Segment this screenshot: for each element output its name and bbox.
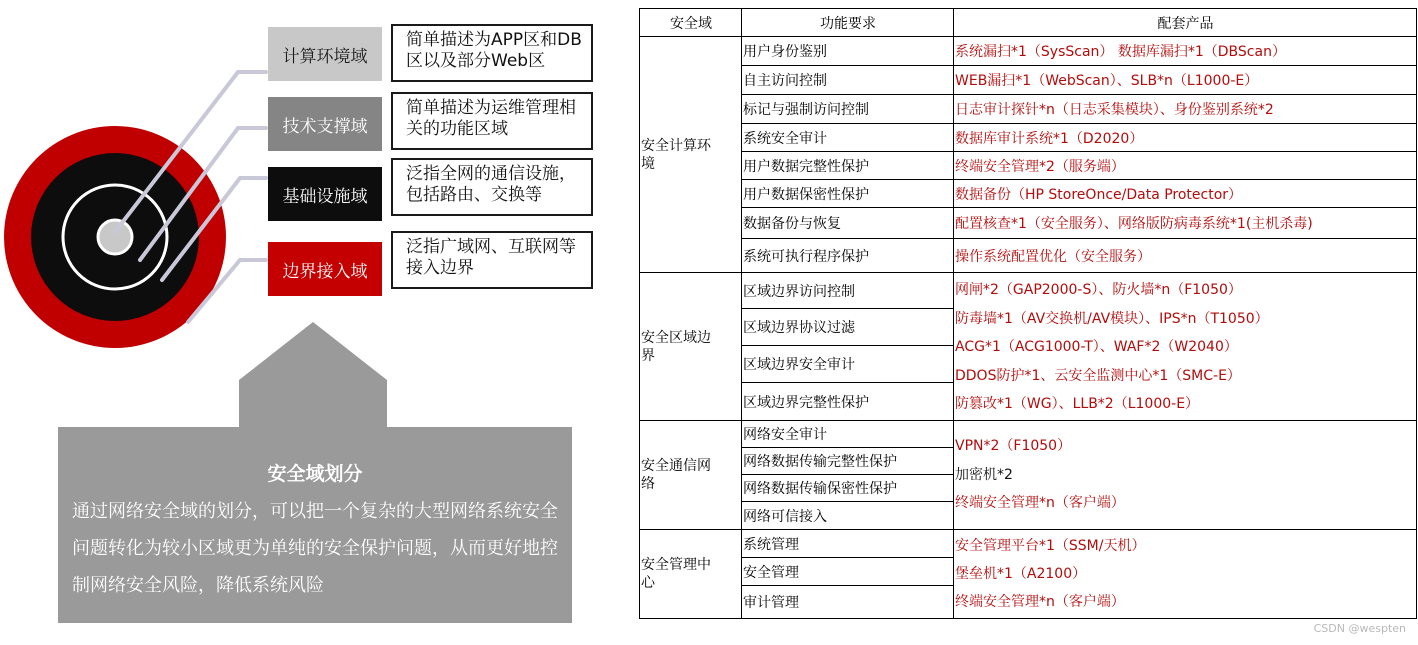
header-function: 功能要求 — [742, 9, 954, 37]
domain-infrastructure-label: 基础设施域 — [268, 167, 382, 221]
callout-roof — [239, 322, 387, 427]
product-line: 安全管理平台*1（SSM/天机） — [955, 538, 1146, 554]
product-line: 防毒墙*1（AV交换机/AV模块）、IPS*n（T1050） — [955, 310, 1269, 327]
product-line: 终端安全管理*n（客户端） — [955, 594, 1125, 610]
domain-cell-text: 安全区域边界 — [641, 329, 711, 364]
function-cell: 区域边界完整性保护 — [742, 383, 954, 421]
table-row — [640, 208, 1417, 239]
domain-cell-text: 安全通信网络 — [641, 458, 711, 492]
security-requirements-table — [639, 8, 1417, 619]
function-cell: 区域边界协议过滤 — [742, 309, 954, 346]
domain-boundary-desc: 泛指广域网、互联网等接入边界 — [391, 231, 593, 289]
domain-cell-text: 安全管理中心 — [641, 557, 711, 591]
product-line: 防篡改*1（WG）、LLB*2（L1000-E） — [955, 396, 1200, 413]
function-cell: 系统可执行程序保护 — [742, 239, 954, 273]
product-cell: 数据备份（HP StoreOnce/Data Protector） — [954, 180, 1417, 208]
product-cell: 终端安全管理*2（服务端） — [954, 152, 1417, 180]
function-cell: 区域边界安全审计 — [742, 346, 954, 383]
product-cell-management — [954, 530, 1417, 619]
header-product: 配套产品 — [954, 9, 1417, 37]
product-cell: 日志审计探针*n（日志采集模块）、身份鉴别系统*2 — [954, 95, 1417, 124]
function-cell: 用户数据完整性保护 — [742, 152, 954, 180]
callout-box — [58, 427, 572, 623]
table-row — [640, 530, 1417, 558]
function-cell: 网络数据传输保密性保护 — [742, 475, 954, 502]
table-row — [640, 180, 1417, 208]
product-line: 加密机*2 — [955, 466, 1013, 483]
domain-cell-management — [640, 530, 742, 619]
product-cell: 配置核查*1（安全服务）、网络版防病毒系统*1(主机杀毒) — [954, 208, 1417, 239]
table-row — [640, 152, 1417, 180]
function-cell: 标记与强制访问控制 — [742, 95, 954, 124]
domain-support-label: 技术支撑域 — [268, 97, 382, 151]
callout-body: 通过网络安全域的划分，可以把一个复杂的大型网络系统安全问题转化为较小区域更为单纯的安全保护问题，从而更好地控制网络安全风险，降低系统风险 — [72, 501, 558, 596]
domain-boundary-label: 边界接入域 — [268, 242, 382, 296]
function-cell: 用户身份鉴别 — [742, 37, 954, 66]
table-row — [640, 37, 1417, 66]
table-row — [640, 66, 1417, 95]
function-cell: 安全管理 — [742, 558, 954, 586]
table-header-row — [640, 9, 1417, 37]
domain-compute-desc: 简单描述为APP区和DB区以及部分Web区 — [391, 24, 593, 82]
product-cell: 数据库审计系统*1（D2020） — [954, 124, 1417, 152]
watermark: CSDN @wespten — [1313, 622, 1406, 635]
function-cell: 数据备份与恢复 — [742, 208, 954, 239]
function-cell: 网络可信接入 — [742, 502, 954, 530]
product-cell: 操作系统配置优化（安全服务） — [954, 239, 1417, 273]
function-cell: 系统安全审计 — [742, 124, 954, 152]
domain-cell-network — [640, 421, 742, 530]
function-cell: 审计管理 — [742, 586, 954, 619]
product-line: 终端安全管理*n（客户端） — [955, 495, 1125, 512]
function-cell: 用户数据保密性保护 — [742, 180, 954, 208]
product-line: 网闸*2（GAP2000-S）、防火墙*n（F1050） — [955, 282, 1242, 299]
compute-core — [98, 220, 132, 254]
product-cell-network — [954, 421, 1417, 530]
function-cell: 区域边界访问控制 — [742, 273, 954, 309]
function-cell: 网络数据传输完整性保护 — [742, 448, 954, 475]
domain-cell-text: 安全计算环境 — [641, 137, 711, 172]
table-row — [640, 95, 1417, 124]
product-line: VPN*2（F1050） — [955, 438, 1072, 455]
product-cell: 系统漏扫*1（SysScan） 数据库漏扫*1（DBScan） — [954, 37, 1417, 66]
product-cell-boundary — [954, 273, 1417, 421]
domain-cell-boundary — [640, 273, 742, 421]
table-row — [640, 421, 1417, 448]
function-cell: 自主访问控制 — [742, 66, 954, 95]
product-line: DDOS防护*1、云安全监测中心*1（SMC-E） — [955, 367, 1241, 384]
domain-cell-compute — [640, 37, 742, 273]
domain-support-desc: 简单描述为运维管理相关的功能区域 — [391, 92, 593, 150]
function-cell: 系统管理 — [742, 530, 954, 558]
product-cell: WEB漏扫*1（WebScan）、SLB*n（L1000-E） — [954, 66, 1417, 95]
product-line: 堡垒机*1（A2100） — [955, 566, 1087, 582]
function-cell: 网络安全审计 — [742, 421, 954, 448]
domain-compute-label: 计算环境域 — [268, 27, 382, 81]
header-domain: 安全域 — [640, 9, 742, 37]
table-row — [640, 273, 1417, 309]
product-line: ACG*1（ACG1000-T）、WAF*2（W2040） — [955, 339, 1238, 356]
domain-infrastructure-desc: 泛指全网的通信设施，包括路由、交换等 — [391, 158, 593, 216]
table-row — [640, 124, 1417, 152]
table-row — [640, 239, 1417, 273]
callout-title: 安全域划分 — [267, 463, 363, 485]
